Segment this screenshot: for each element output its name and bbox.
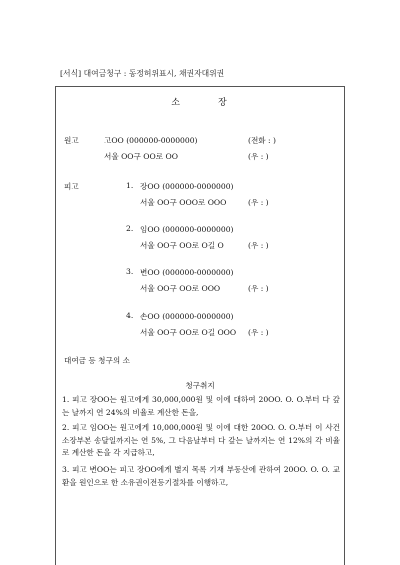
document-header: [서식] 대여금청구 : 동정허위표시, 채권자대위권 [60, 69, 225, 78]
defendant-zip: (우 : ) [248, 198, 269, 207]
plaintiff-label: 원고 [64, 136, 79, 145]
title-char-1: 소 [171, 98, 182, 108]
claim-item-3: 3. 피고 변OO는 피고 장OO에게 별지 목록 기재 부동산에 관하여 20OO. O. O. 교환을 원인으로 한 소유권이전등기절차를 이행하고, [62, 465, 340, 487]
document-title [56, 95, 344, 108]
complaint-form [55, 86, 345, 565]
plaintiff-phone: (전화 : ) [248, 136, 276, 145]
defendant-name: 임OO (000000-0000000) [140, 225, 234, 234]
defendant-address: 서울 OO구 OOO로 OOO [140, 198, 227, 207]
defendant-address: 서울 OO구 OO로 O길 O [140, 241, 224, 250]
defendant-name: 장OO (000000-0000000) [140, 182, 234, 191]
claim-item-1: 1. 피고 장OO는 원고에게 30,000,000원 및 이에 대하여 20OO. O. O.부터 다 갚는 날까지 연 24%의 비율로 계산한 돈을, [62, 395, 340, 417]
defendant-zip: (우 : ) [248, 241, 269, 250]
defendant-name: 손OO (000000-0000000) [140, 312, 234, 321]
title-char-2: 장 [218, 98, 229, 108]
defendant-num: 1. [126, 181, 134, 190]
defendant-zip: (우 : ) [248, 328, 269, 337]
defendant-zip: (우 : ) [248, 284, 269, 293]
plaintiff-address: 서울 OO구 OO로 OO [104, 152, 178, 161]
defendant-label: 피고 [64, 182, 79, 191]
defendant-address: 서울 OO구 OO로 OOO [140, 284, 221, 293]
defendant-num: 2. [126, 224, 134, 233]
defendant-address: 서울 OO구 OO로 O길 OOO [140, 328, 237, 337]
defendant-num: 3. [126, 267, 134, 276]
claim-item-2: 2. 피고 임OO는 원고에게 10,000,000원 및 이에 대한 20OO. O. O.부터 이 사건 소장부본 송달일까지는 연 5%, 그 다음날부터 다 갚는 날까지는 연 12%의 각 비율로 계산한 돈을 각 지급하고, [62, 423, 340, 457]
plaintiff-name: 고OO (000000-0000000) [104, 136, 198, 145]
case-title: 대여금 등 청구의 소 [64, 356, 130, 365]
defendant-name: 변OO (000000-0000000) [140, 268, 234, 277]
defendant-num: 4. [126, 311, 134, 320]
claim-heading: 청구취지 [185, 381, 215, 390]
plaintiff-zip: (우 : ) [248, 152, 269, 161]
